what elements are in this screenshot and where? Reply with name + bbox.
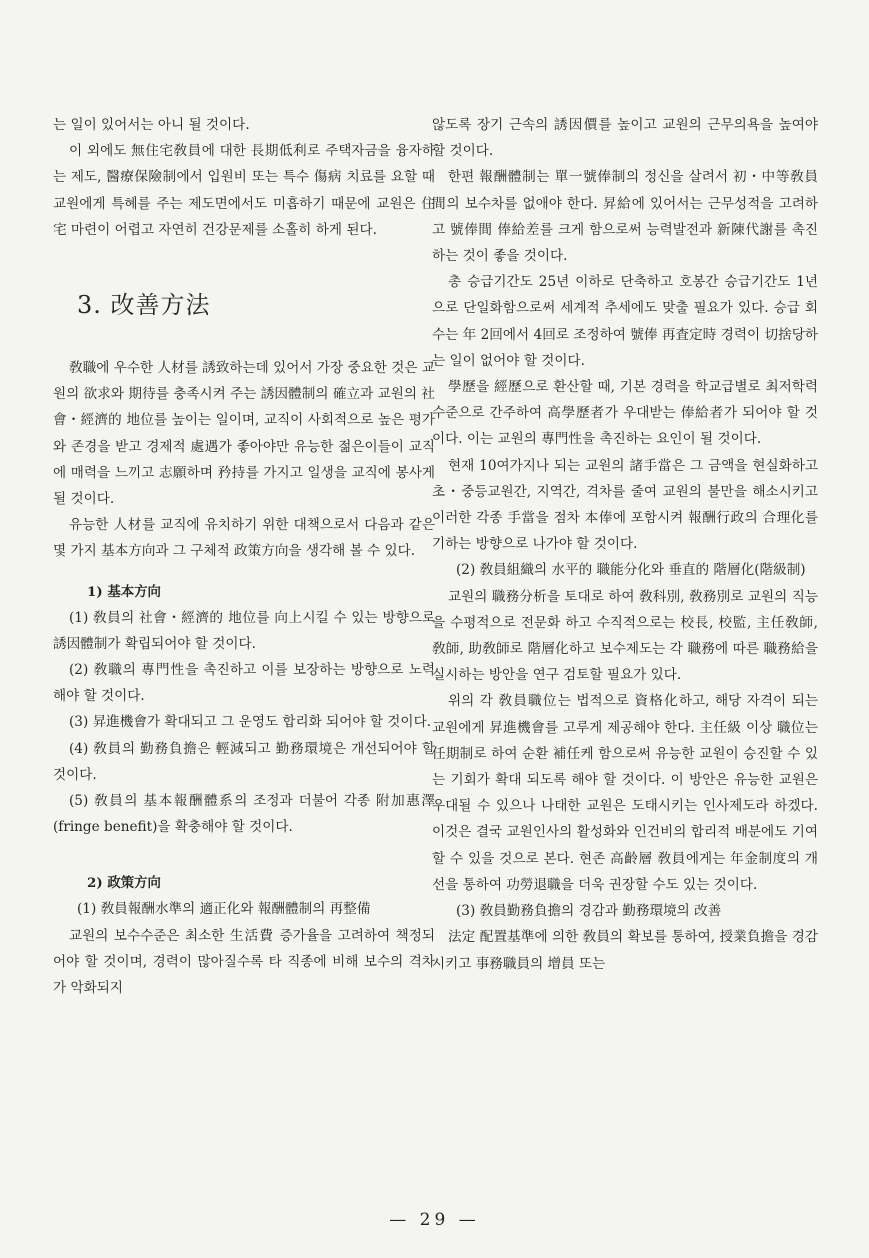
- list-item: (4) 敎員의 勤務負擔은 輕減되고 勤務環境은 개선되어야 할 것이다.: [53, 740, 435, 783]
- list-item: (3) 昇進機會가 확대되고 그 운영도 합리화 되어야 할 것이다.: [69, 714, 432, 731]
- list-item: (1) 敎員의 社會・經濟的 地位를 向上시킬 수 있는 방향으로 誘因體制가 확립되어야 할 것이다.: [53, 609, 435, 652]
- paragraph: 敎職에 우수한 人材를 誘致하는데 있어서 가장 중요한 것은 교원의 欲求와 期待를 충족시켜 주는 誘因體制의 確立과 교원의 社會・經濟的 地位를 높이는 일이며, 교직이 사회적으로 높은 평가와 존경을 받고 경제적 處遇가 좋아야만 유능한 젊은이들이 교직에 매력을 느끼고 志願하며 矜持를 가지고 일생을 교직에 봉사게 될 것이다.: [53, 360, 435, 508]
- list-item: (5) 敎員의 基本報酬體系의 조정과 더불어 각종 附加惠澤(fringe benefit)을 확충해야 할 것이다.: [53, 793, 435, 836]
- right-column: [432, 112, 818, 977]
- section-heading: 3. 改善方法: [77, 291, 211, 320]
- paragraph: 위의 각 敎員職位는 법적으로 資格化하고, 해당 자격이 되는 교원에게 昇進機會를 고루게 제공해야 한다. 主任級 이상 職位는 任期制로 하여 순환 補任케 함으로써 유능한 교원이 승진할 수 있는 기회가 확대 되도록 해야 할 것이다. 이 방안은 유능한 교원은 우대될 수 있으나 나태한 교원은 도태시키는 인사제도라 하겠다. 이것은 결국 교원인사의 활성화와 인건비의 합리적 배분에도 기여할 수 있을 것으로 본다. 현존 高齡層 敎員에게는 年金制度의 개선을 통하여 功勞退職을 더욱 권장할 수도 있는 것이다.: [432, 693, 818, 893]
- paragraph: 한편 報酬體制는 單一號俸制의 정신을 살려서 初・中等敎員間의 보수차를 없애야 한다. 昇給에 있어서는 근무성적을 고려하고 號俸間 俸給差를 크게 함으로써 능력발전과 新陳代謝를 촉진하는 것이 좋을 것이다.: [432, 169, 818, 265]
- paragraph: 는 일이 있어서는 아니 될 것이다.: [53, 117, 250, 133]
- paragraph: 이 외에도 無住宅敎員에 대한 長期低利로 주택자금을 융자하는 제도, 醫療保險制에서 입원비 또는 특수 傷病 치료를 요할 때 교원에게 특혜를 주는 제도면에서도 미흡하기 때문에 교원은 住宅 마련이 어렵고 자연히 건강문제를 소홀히 하게 된다.: [53, 143, 435, 238]
- paragraph: 교원의 보수수준은 최소한 生活費 증가율을 고려하여 책정되어야 할 것이며, 경력이 많아질수록 타 직종에 비해 보수의 격차가 악화되지: [53, 927, 435, 997]
- paragraph: 유능한 人材를 교직에 유치하기 위한 대책으로서 다음과 같은 몇 가지 基本方向과 그 구체적 政策方向을 생각해 볼 수 있다.: [53, 517, 435, 560]
- paragraph: 총 승급기간도 25년 이하로 단축하고 호봉간 승급기간도 1년으로 단일화함으로써 세계적 추세에도 맞출 필요가 있다. 승급 회수는 年 2回에서 4回로 조정하여 號俸 再査定時 경력이 切捨당하는 일이 없어야 할 것이다.: [432, 274, 818, 369]
- subheading-basic-direction: 1) 基本方向: [87, 583, 161, 600]
- list-item: (2) 敎職의 專門性을 촉진하고 이를 보장하는 방향으로 노력해야 할 것이다.: [53, 662, 435, 705]
- item-title: (3) 敎員勤務負擔의 경감과 勤務環境의 改善: [456, 903, 722, 920]
- item-title: (2) 敎員組織의 水平的 職能分化와 垂直的 階層化(階級制): [456, 562, 806, 579]
- paragraph: 않도록 장기 근속의 誘因價를 높이고 교원의 근무의욕을 높여야 할 것이다.: [432, 117, 818, 160]
- left-column: [53, 112, 435, 1001]
- page-number: — 29 —: [389, 1210, 480, 1230]
- paragraph: 學歷을 經歷으로 환산할 때, 기본 경력을 학교급별로 최저학력 수준으로 간주하여 高學歷者가 우대받는 俸給者가 되어야 할 것이다. 이는 교원의 專門性을 촉진하는 요인이 될 것이다.: [432, 379, 818, 448]
- paragraph: 교원의 職務分析을 토대로 하여 敎科別, 敎務別로 교원의 직능을 수평적으로 전문화 하고 수직적으로는 校長, 校監, 主任敎師, 敎師, 助敎師로 階層化하고 보수제도는 각 職務에 따른 職務給을 실시하는 방안을 연구 검토할 필요가 있다.: [432, 588, 818, 684]
- paragraph: 法定 配置基準에 의한 敎員의 확보를 통하여, 授業負擔을 경감시키고 事務職員의 增員 또는: [432, 929, 818, 972]
- paragraph: 현재 10여가지나 되는 교원의 諸手當은 그 금액을 현실화하고 초・중등교원간, 지역간, 격차를 줄여 교원의 불만을 해소시키고 이러한 각종 手當을 점차 本俸에 포함시켜 報酬行政의 合理化를 기하는 방향으로 나가야 할 것이다.: [432, 457, 818, 553]
- subheading-policy-direction: 2) 政策方向: [87, 875, 161, 892]
- item-title: (1) 敎員報酬水準의 適正化와 報酬體制의 再整備: [77, 901, 371, 918]
